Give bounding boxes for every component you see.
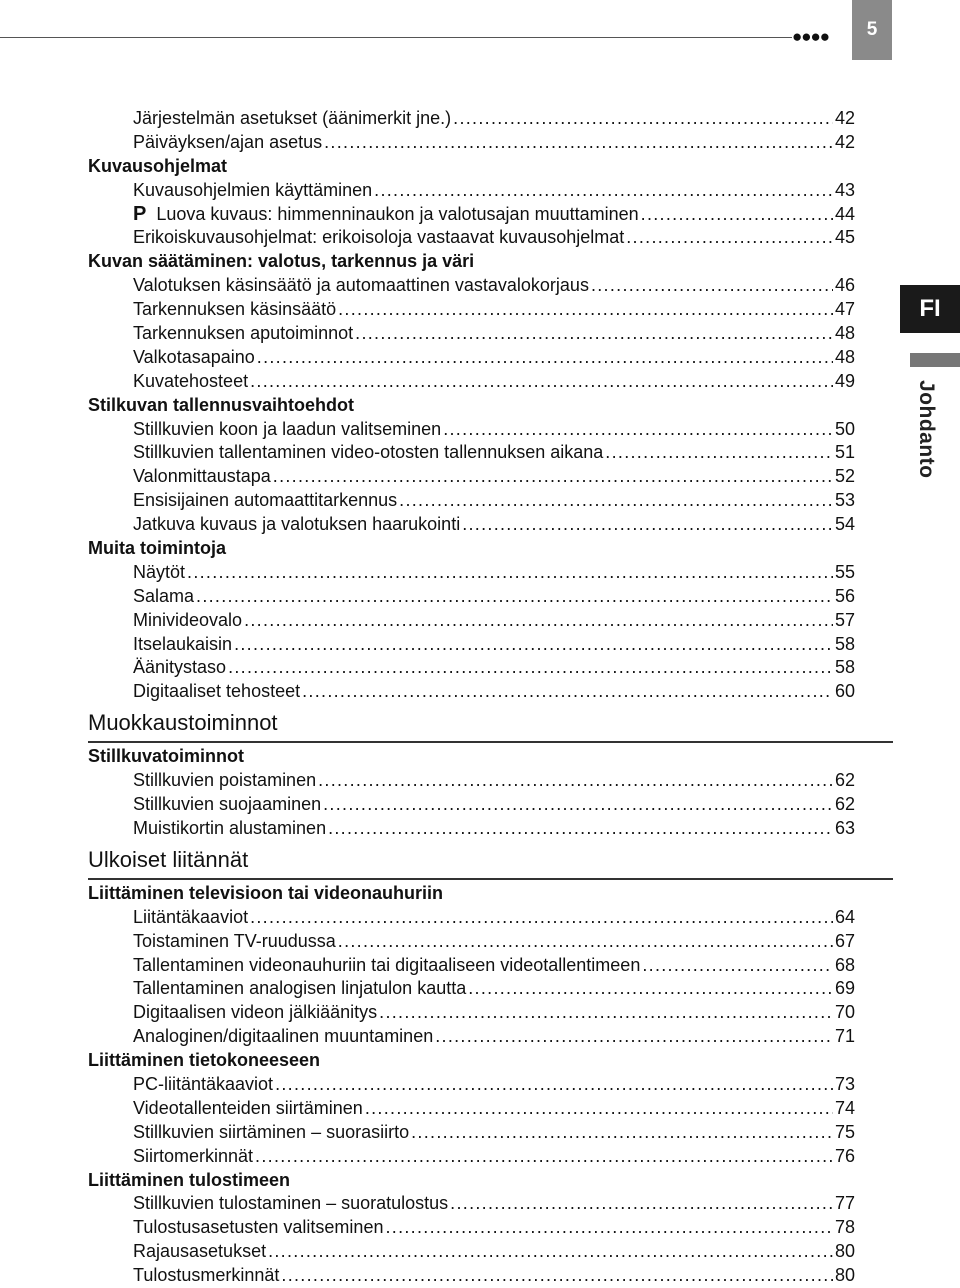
toc-entry-title <box>133 203 639 227</box>
toc-entry-title <box>133 680 300 704</box>
toc-heading: Liittäminen tulostimeen <box>88 1169 291 1190</box>
dot-leader <box>228 656 833 680</box>
toc-page-number: 48 <box>834 323 855 344</box>
toc-entry-text: Analoginen/digitaalinen muuntaminen <box>133 1026 434 1047</box>
toc-entry-title <box>133 465 271 489</box>
toc-entry[interactable] <box>88 370 855 394</box>
dot-leader <box>250 906 833 930</box>
toc-entry-title <box>133 322 353 346</box>
section-title: Muokkaustoiminnot <box>88 710 278 736</box>
toc-entry-title <box>133 1264 279 1288</box>
toc-entry-title <box>133 179 372 203</box>
toc-entry[interactable] <box>88 346 855 370</box>
toc-entry-title <box>133 609 242 633</box>
toc-entry[interactable] <box>88 441 855 465</box>
dot-leader <box>435 1025 833 1049</box>
toc-page-number: 80 <box>834 1265 855 1286</box>
dot-leader <box>244 609 833 633</box>
toc-entry-title <box>133 298 336 322</box>
toc-entry-title <box>133 513 460 537</box>
toc-entry[interactable] <box>88 1264 855 1288</box>
toc-heading: Stillkuvatoiminnot <box>88 746 245 767</box>
program-p-icon: P <box>133 202 147 225</box>
toc-entry-title <box>133 906 248 930</box>
toc-entry-text: Erikoiskuvausohjelmat: erikoisoloja vastaavat kuvausohjelmat <box>133 227 625 248</box>
toc-entry-text: Ensisijainen automaattitarkennus <box>133 490 398 511</box>
dot-leader <box>411 1121 833 1145</box>
toc-entry[interactable] <box>88 1216 855 1240</box>
toc-page-number: 52 <box>834 466 855 487</box>
toc-entry-title <box>133 1121 409 1145</box>
toc-entry-text: Stillkuvien koon ja laadun valitseminen <box>133 418 442 439</box>
toc-entry-text: Luova kuvaus: himmenninaukon ja valotusajan muuttaminen <box>156 203 639 224</box>
toc-page-number: 43 <box>834 179 855 200</box>
dot-leader <box>641 203 833 227</box>
toc-entry-title <box>133 585 194 609</box>
language-tab: FI <box>900 285 960 333</box>
toc-entry-text: Liitäntäkaaviot <box>133 906 249 927</box>
toc-entry[interactable] <box>88 298 855 322</box>
dot-leader <box>318 769 833 793</box>
dot-leader <box>468 977 833 1001</box>
toc-entry-text: Tulostusmerkinnät <box>133 1265 280 1286</box>
toc-page-number: 50 <box>834 418 855 439</box>
toc-entry[interactable] <box>88 817 855 841</box>
toc-entry-text: Stillkuvien tallentaminen video-otosten tallennuksen aikana <box>133 442 604 463</box>
toc-entry[interactable] <box>88 930 855 954</box>
toc-page-number: 60 <box>834 681 855 702</box>
toc-entry-title <box>133 1216 383 1240</box>
dot-leader <box>328 817 833 841</box>
dot-leader <box>323 793 833 817</box>
toc-entry-text: Digitaalisen videon jälkiäänitys <box>133 1002 378 1023</box>
toc-entry-text: Stillkuvien siirtäminen – suorasiirto <box>133 1121 410 1142</box>
toc-entry[interactable] <box>88 179 855 203</box>
toc-entry-title <box>133 1001 377 1025</box>
toc-entry-text: Kuvausohjelmien käyttäminen <box>133 179 373 200</box>
toc-entry-title <box>133 418 441 442</box>
toc-entry[interactable] <box>88 1001 855 1025</box>
toc-page-number: 62 <box>834 794 855 815</box>
page-number: 5 <box>852 0 892 60</box>
toc-entry-text: Digitaaliset tehosteet <box>133 681 301 702</box>
toc-entry-text: Videotallenteiden siirtäminen <box>133 1097 363 1118</box>
toc-entry[interactable] <box>88 906 855 930</box>
toc-entry[interactable] <box>88 418 855 442</box>
dot-leader <box>338 298 833 322</box>
toc-page-number: 54 <box>834 514 855 535</box>
toc-page-number: 74 <box>834 1097 855 1118</box>
toc-page-number: 69 <box>834 978 855 999</box>
toc-entry-text: Kuvatehosteet <box>133 370 249 391</box>
toc-entry-text: Siirtomerkinnät <box>133 1145 254 1166</box>
toc-page-number: 78 <box>834 1217 855 1238</box>
toc-entry-text: Itselaukaisin <box>133 633 233 654</box>
toc-entry-text: Salama <box>133 585 195 606</box>
dot-leader <box>338 930 833 954</box>
toc-entry-text: Stillkuvien tulostaminen – suoratulostus <box>133 1193 449 1214</box>
section-tab-label: Johdanto <box>915 380 938 479</box>
toc-entry-title <box>133 1145 253 1169</box>
toc-entry-title <box>133 561 185 585</box>
toc-heading: Liittäminen televisioon tai videonauhuriin <box>88 882 444 903</box>
toc-page-number: 42 <box>834 131 855 152</box>
dot-leader <box>324 131 833 155</box>
toc-page-number: 49 <box>834 370 855 391</box>
toc-entry-title <box>133 1025 433 1049</box>
toc-entry-text: Minivideovalo <box>133 609 243 630</box>
toc-entry[interactable] <box>88 793 855 817</box>
toc-page-number: 67 <box>834 930 855 951</box>
toc-heading: Muita toimintoja <box>88 538 226 559</box>
toc-page-number: 62 <box>834 770 855 791</box>
toc-entry-text: Rajausasetukset <box>133 1241 267 1262</box>
toc-page-number: 75 <box>834 1121 855 1142</box>
toc-entry[interactable] <box>88 1192 855 1216</box>
toc-entry[interactable] <box>88 1025 855 1049</box>
toc-entry[interactable] <box>88 954 855 978</box>
toc-entry[interactable] <box>88 1240 855 1264</box>
dot-leader <box>273 465 833 489</box>
toc-entry-text: Tallentaminen analogisen linjatulon kautta <box>133 978 467 999</box>
dot-leader <box>626 226 833 250</box>
toc-entry-title <box>133 1192 448 1216</box>
toc-entry-title <box>133 441 603 465</box>
dot-leader <box>275 1073 833 1097</box>
toc-entry-text: Päiväyksen/ajan asetus <box>133 131 323 152</box>
toc-entry-title <box>133 930 336 954</box>
dot-leader <box>605 441 833 465</box>
toc-entry[interactable] <box>88 609 855 633</box>
toc-entry-text: Tallentaminen videonauhuriin tai digitaaliseen videotallentimeen <box>133 954 641 975</box>
header-dots: ●●●● <box>792 27 830 46</box>
dot-leader <box>234 633 833 657</box>
toc-entry-text: Tarkennuksen aputoiminnot <box>133 323 354 344</box>
toc-entry-title <box>133 1097 363 1121</box>
toc-page-number: 58 <box>834 633 855 654</box>
toc-page-number: 63 <box>834 817 855 838</box>
toc-page-number: 47 <box>834 299 855 320</box>
dot-leader <box>399 489 833 513</box>
dot-leader <box>453 107 833 131</box>
dot-leader <box>374 179 833 203</box>
toc-page-number: 70 <box>834 1002 855 1023</box>
dot-leader <box>255 1145 833 1169</box>
toc-entry-title <box>133 489 397 513</box>
toc-page-number: 48 <box>834 346 855 367</box>
toc-page-number: 73 <box>834 1073 855 1094</box>
toc-entry[interactable] <box>88 1121 855 1145</box>
toc-entry-title <box>133 954 640 978</box>
dot-leader <box>196 585 833 609</box>
toc-entry[interactable] <box>88 465 855 489</box>
toc-page-number: 57 <box>834 609 855 630</box>
dot-leader <box>365 1097 833 1121</box>
toc-entry-text: PC-liitäntäkaaviot <box>133 1073 274 1094</box>
dot-leader <box>591 274 833 298</box>
toc-page-number: 68 <box>834 954 855 975</box>
toc-page-number: 53 <box>834 490 855 511</box>
toc-page-number: 46 <box>834 275 855 296</box>
toc-entry[interactable] <box>88 977 855 1001</box>
dot-leader <box>385 1216 833 1240</box>
section-rule <box>88 878 893 880</box>
toc-entry[interactable] <box>88 1073 855 1097</box>
dot-leader <box>443 418 833 442</box>
section-tab-bar <box>910 353 960 367</box>
toc-entry[interactable] <box>88 561 855 585</box>
toc-heading: Kuvausohjelmat <box>88 155 228 176</box>
dot-leader <box>268 1240 833 1264</box>
toc-entry-text: Valotuksen käsinsäätö ja automaattinen vastavalokorjaus <box>133 275 589 296</box>
toc-entry[interactable] <box>88 226 855 250</box>
toc-entry-text: Tarkennuksen käsinsäätö <box>133 299 337 320</box>
toc-entry-title <box>133 1073 273 1097</box>
toc-page-number: 44 <box>834 203 855 224</box>
toc-entry[interactable] <box>88 1097 855 1121</box>
toc-page-number: 76 <box>834 1145 855 1166</box>
toc-entry-text: Toistaminen TV-ruudussa <box>133 930 336 951</box>
toc-entry[interactable] <box>88 513 855 537</box>
header-rule <box>0 37 792 38</box>
toc-entry[interactable] <box>88 322 855 346</box>
toc-entry-title <box>133 793 321 817</box>
dot-leader <box>379 1001 833 1025</box>
toc-entry-text: Valonmittaustapa <box>133 466 271 487</box>
toc-entry[interactable] <box>88 585 855 609</box>
toc-page-number: 55 <box>834 561 855 582</box>
dot-leader <box>642 954 833 978</box>
toc-entry-title <box>133 131 322 155</box>
toc-entry[interactable] <box>88 1145 855 1169</box>
toc-page-number: 51 <box>834 442 855 463</box>
toc-entry[interactable] <box>88 107 855 131</box>
toc-entry-title <box>133 370 248 394</box>
toc-page-number: 58 <box>834 657 855 678</box>
toc-entry-text: Tulostusasetusten valitseminen <box>133 1217 384 1238</box>
toc-entry[interactable] <box>88 203 855 227</box>
toc-entry-title <box>133 226 624 250</box>
toc-entry-text: Järjestelmän asetukset (äänimerkit jne.) <box>133 108 452 128</box>
toc-heading: Stilkuvan tallennusvaihtoehdot <box>88 394 355 415</box>
toc-entry-text: Äänitystaso <box>133 657 227 678</box>
toc-page-number: 71 <box>834 1026 855 1047</box>
toc-page-number: 77 <box>834 1193 855 1214</box>
dot-leader <box>257 346 833 370</box>
dot-leader <box>281 1264 833 1288</box>
toc-entry-text: Jatkuva kuvaus ja valotuksen haarukointi <box>133 514 461 535</box>
toc-entry[interactable] <box>88 769 855 793</box>
toc-entry-title <box>133 656 226 680</box>
dot-leader <box>250 370 833 394</box>
toc-entry-title <box>133 346 255 370</box>
dot-leader <box>462 513 833 537</box>
toc-page-number: 45 <box>834 227 855 248</box>
toc-entry[interactable] <box>88 489 855 513</box>
dot-leader <box>450 1192 833 1216</box>
dot-leader <box>187 561 833 585</box>
toc-entry-title <box>133 1240 266 1264</box>
toc-page-number: 42 <box>834 108 855 128</box>
toc-entry[interactable] <box>88 274 855 298</box>
toc-entry-title <box>133 274 589 298</box>
toc-entry-title <box>133 817 326 841</box>
toc-entry-text: Muistikortin alustaminen <box>133 817 327 838</box>
toc-heading: Kuvan säätäminen: valotus, tarkennus ja väri <box>88 251 475 272</box>
toc-entry[interactable] <box>88 656 855 680</box>
toc-entry-title <box>133 769 316 793</box>
toc-heading: Liittäminen tietokoneeseen <box>88 1050 321 1071</box>
section-rule <box>88 741 893 743</box>
toc-entry-title <box>133 977 466 1001</box>
toc-entry-text: Valkotasapaino <box>133 346 255 367</box>
dot-leader <box>355 322 833 346</box>
toc-entry-text: Stillkuvien suojaaminen <box>133 794 322 815</box>
toc-entry-text: Näytöt <box>133 561 186 582</box>
section-title: Ulkoiset liitännät <box>88 846 249 872</box>
toc-entry-title <box>133 633 232 657</box>
toc-entry[interactable] <box>88 131 855 155</box>
table-of-contents <box>88 107 855 1288</box>
dot-leader <box>302 680 833 704</box>
toc-page-number: 80 <box>834 1241 855 1262</box>
toc-entry[interactable] <box>88 680 855 704</box>
toc-entry-title <box>133 107 451 131</box>
toc-page-number: 64 <box>834 906 855 927</box>
toc-entry[interactable] <box>88 633 855 657</box>
toc-entry-text: Stillkuvien poistaminen <box>133 770 317 791</box>
toc-page-number: 56 <box>834 585 855 606</box>
